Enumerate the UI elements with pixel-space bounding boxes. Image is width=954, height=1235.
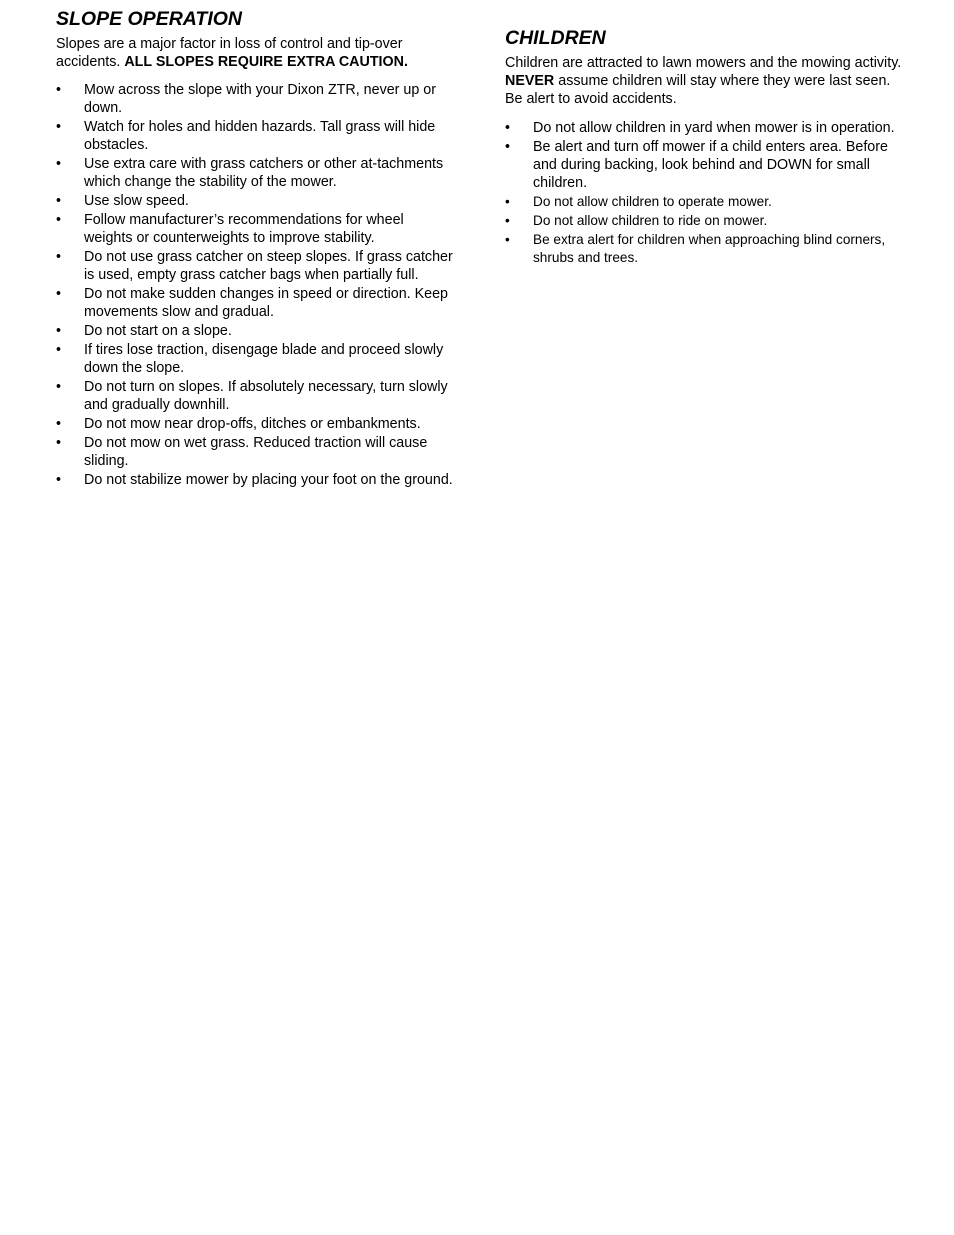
- list-item-text: Do not mow near drop-offs, ditches or embankments.: [84, 416, 421, 432]
- list-item: [56, 434, 456, 470]
- children-heading: CHILDREN: [505, 27, 606, 49]
- bullet-icon: •: [56, 156, 62, 172]
- list-item-text: Do not turn on slopes. If absolutely necessary, turn slowly and gradually downhill.: [84, 379, 448, 413]
- list-item: [56, 118, 456, 154]
- list-item-text: Do not mow on wet grass. Reduced traction will cause sliding.: [84, 435, 428, 469]
- children-section: [505, 0, 905, 268]
- bullet-icon: •: [56, 342, 62, 358]
- bullet-icon: •: [56, 286, 62, 302]
- list-item-text: Do not make sudden changes in speed or direction. Keep movements slow and gradual.: [84, 286, 449, 320]
- bullet-icon: •: [56, 416, 62, 432]
- list-item-text: Be extra alert for children when approaching blind corners, shrubs and trees.: [533, 232, 886, 265]
- list-item-text: Use slow speed.: [84, 193, 189, 209]
- list-item: [505, 193, 905, 211]
- children-intro-text-end: assume children will stay where they were last seen. Be alert to avoid accidents.: [505, 73, 891, 107]
- list-item: [505, 138, 905, 192]
- list-item: [56, 192, 456, 210]
- list-item: [505, 212, 905, 230]
- bullet-icon: •: [56, 435, 62, 451]
- bullet-icon: •: [56, 323, 62, 339]
- bullet-icon: •: [56, 193, 62, 209]
- children-intro: [505, 54, 905, 108]
- list-item-text: Be alert and turn off mower if a child enters area. Before and during backing, look behind and DOWN for small children.: [533, 139, 888, 191]
- bullet-icon: •: [505, 139, 511, 155]
- list-item-text: Do not use grass catcher on steep slopes. If grass catcher is used, empty grass catcher bags when partially full.: [84, 249, 453, 283]
- list-item: [56, 285, 456, 321]
- bullet-icon: •: [56, 212, 62, 228]
- children-intro-text: Children are attracted to lawn mowers and the mowing activity.: [505, 55, 902, 71]
- list-item: [56, 322, 456, 340]
- bullet-icon: •: [56, 472, 62, 488]
- bullet-icon: •: [56, 119, 62, 135]
- list-item-text: Watch for holes and hidden hazards. Tall grass will hide obstacles.: [84, 119, 436, 153]
- list-item-text: Do not start on a slope.: [84, 323, 232, 339]
- list-item-text: Do not allow children to ride on mower.: [533, 213, 768, 228]
- list-item-text: Do not stabilize mower by placing your foot on the ground.: [84, 472, 453, 488]
- slope-operation-section: [56, 0, 456, 490]
- list-item: [56, 248, 456, 284]
- slope-operation-list: [56, 81, 456, 489]
- children-list: [505, 119, 905, 267]
- list-item-text: Follow manufacturer’s recommendations for wheel weights or counterweights to improve stability.: [84, 212, 404, 246]
- slope-operation-heading: SLOPE OPERATION: [56, 8, 242, 30]
- list-item: [56, 415, 456, 433]
- bullet-icon: •: [56, 249, 62, 265]
- list-item-text: Do not allow children in yard when mower is in operation.: [533, 120, 895, 136]
- list-item: [56, 341, 456, 377]
- list-item: [505, 119, 905, 137]
- bullet-icon: •: [505, 213, 510, 228]
- list-item-text: Use extra care with grass catchers or other at-tachments which change the stability of the mower.: [84, 156, 444, 190]
- bullet-icon: •: [56, 379, 62, 395]
- bullet-icon: •: [505, 194, 510, 209]
- bullet-icon: •: [56, 82, 62, 98]
- list-item: [56, 155, 456, 191]
- list-item: [56, 211, 456, 247]
- list-item: [505, 231, 905, 267]
- children-intro-warning: NEVER: [505, 73, 555, 89]
- list-item: [56, 378, 456, 414]
- bullet-icon: •: [505, 120, 511, 136]
- list-item: [56, 81, 456, 117]
- slope-operation-intro: [56, 35, 456, 71]
- slope-intro-warning: ALL SLOPES REQUIRE EXTRA CAUTION.: [124, 54, 408, 70]
- list-item-text: Mow across the slope with your Dixon ZTR, never up or down.: [84, 82, 436, 116]
- bullet-icon: •: [505, 232, 510, 247]
- list-item: [56, 471, 456, 489]
- list-item-text: Do not allow children to operate mower.: [533, 194, 772, 209]
- slope-intro-text: Slopes are a major factor in loss of control and tip-over accidents.: [56, 36, 403, 70]
- list-item-text: If tires lose traction, disengage blade and proceed slowly down the slope.: [84, 342, 444, 376]
